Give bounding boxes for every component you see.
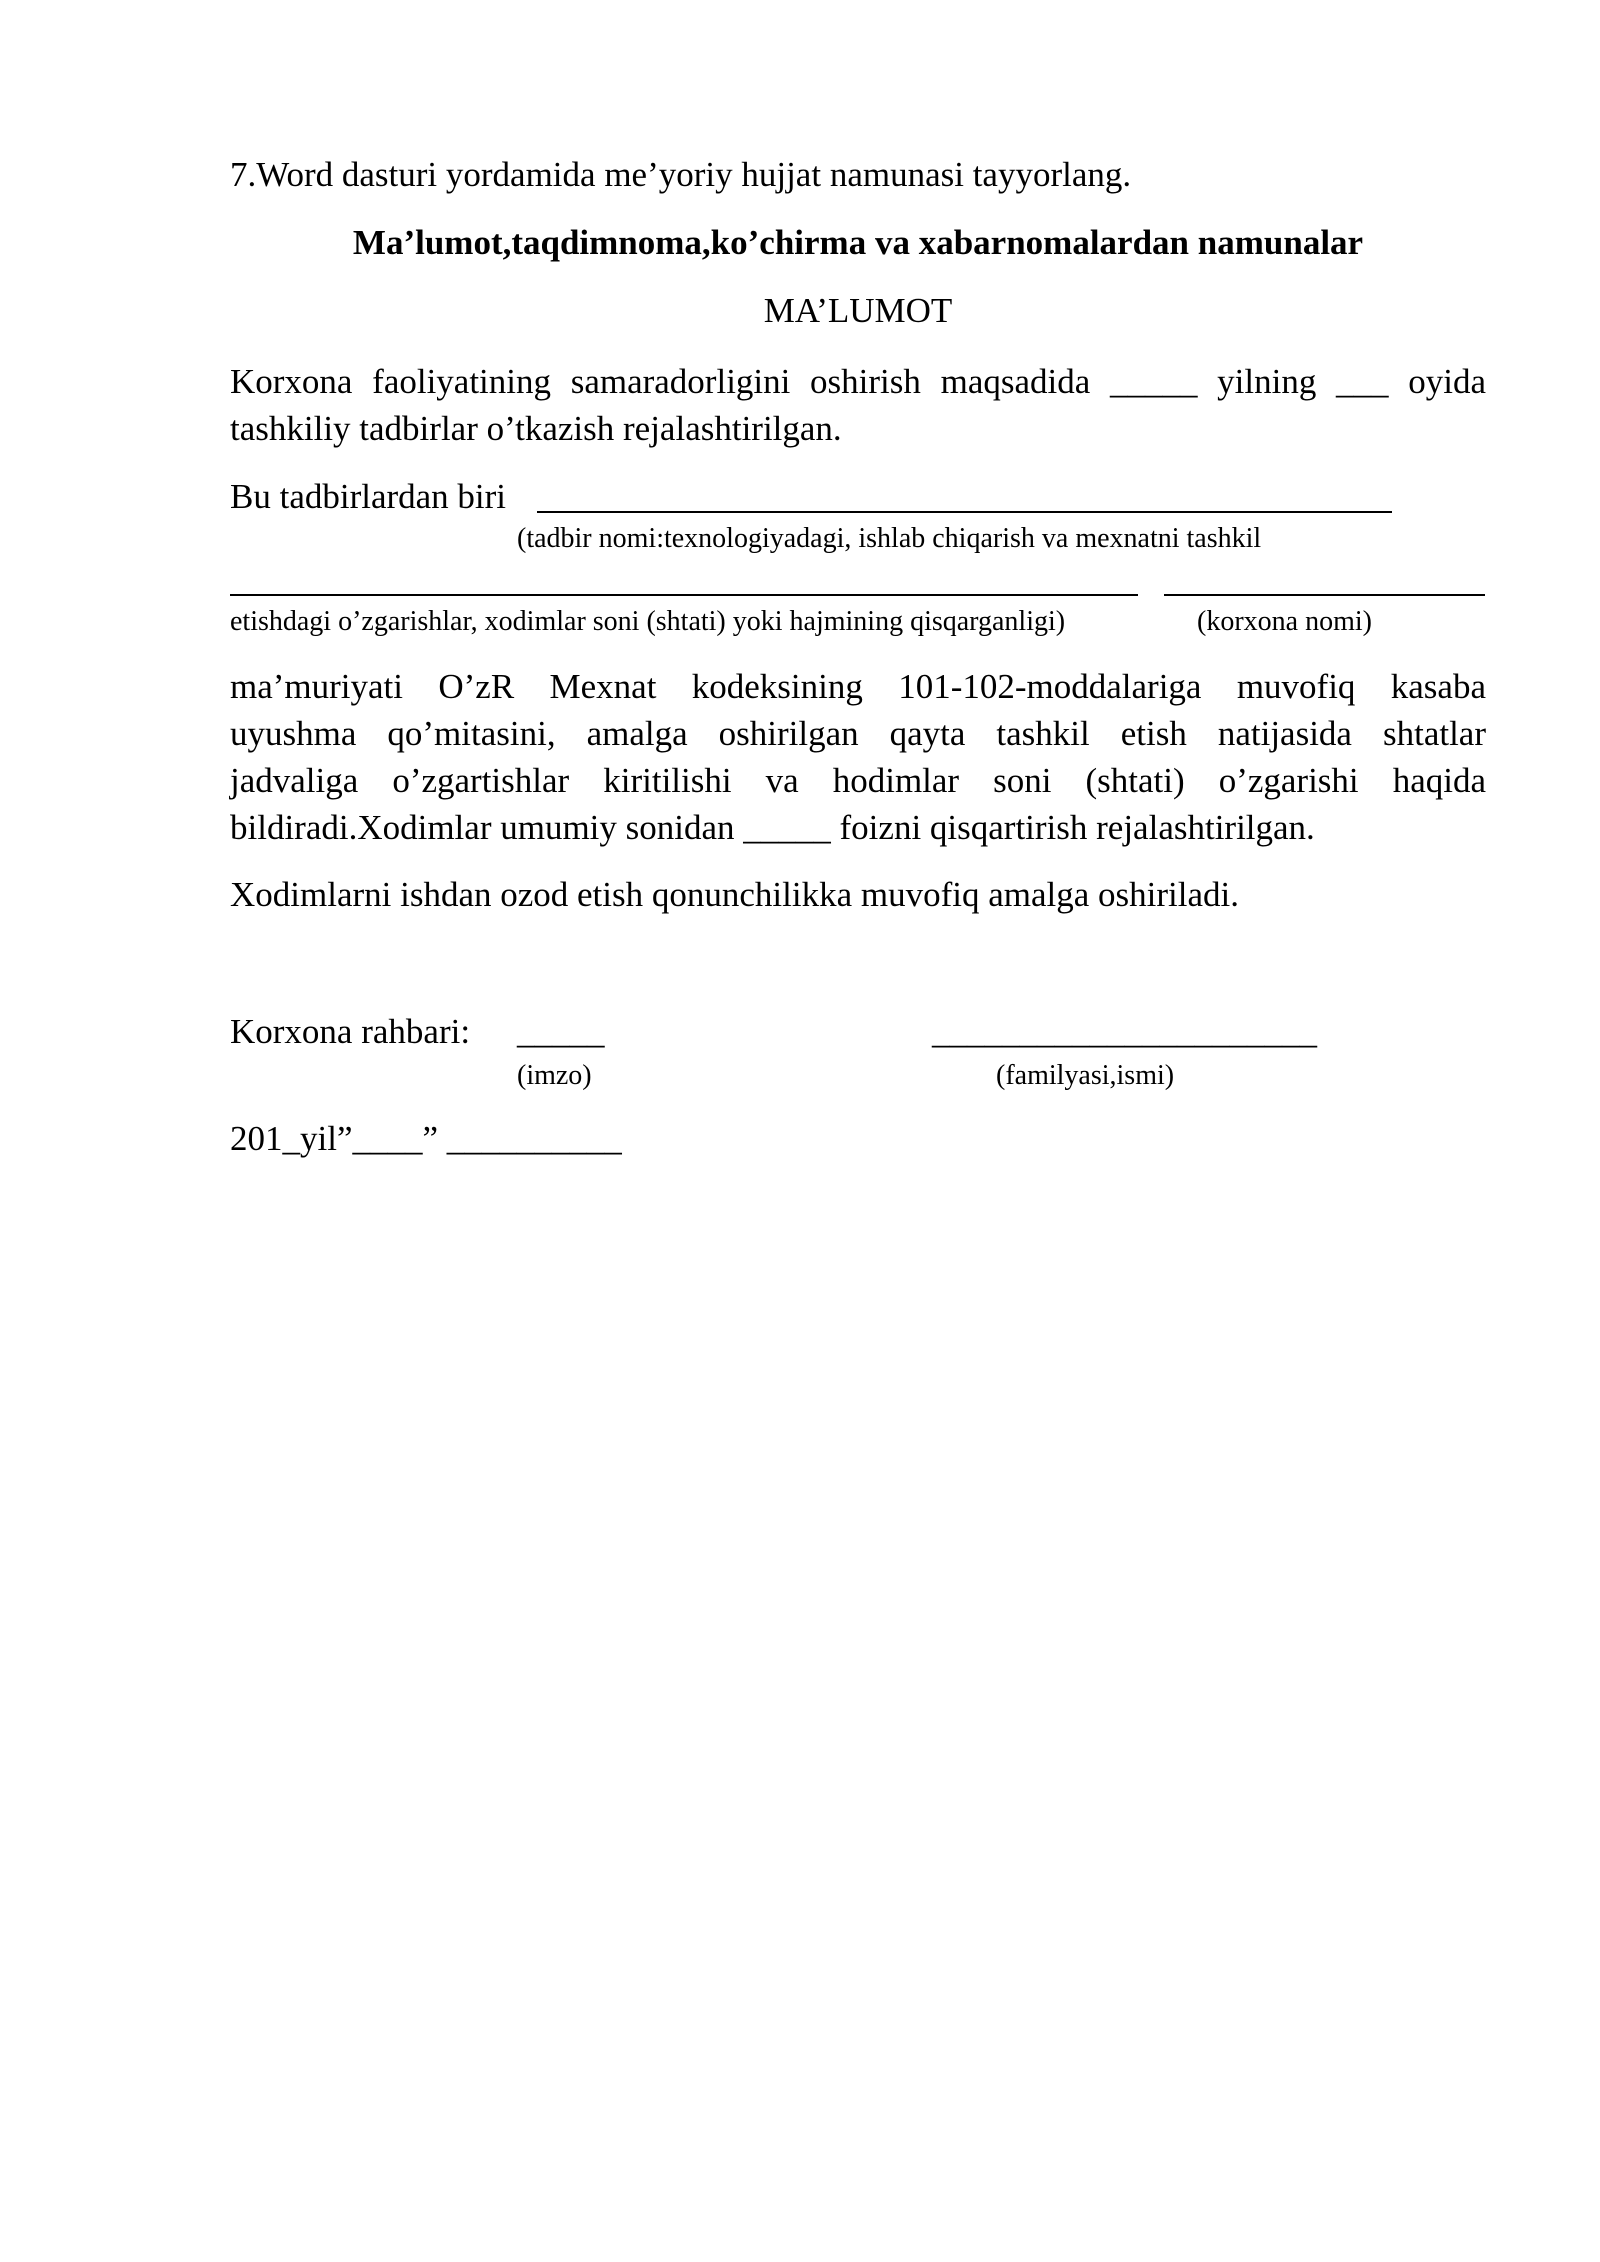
paragraph-main-line-1: ma’muriyati O’zR Mexnat kodeksining 101-102-moddalariga muvofiq kasaba [230, 667, 1486, 706]
company-hint: (korxona nomi) [1197, 606, 1372, 637]
event-name-blank [537, 511, 1392, 513]
event-prefix: Bu tadbirlardan biri [230, 477, 507, 516]
paragraph-main-line-4: bildiradi.Xodimlar umumiy sonidan _____ foizni qisqartirish rejalashtirilgan. [230, 808, 1315, 847]
heading: Ma’lumot,taqdimnoma,ko’chirma va xabarnomalardan namunalar [352, 223, 1364, 262]
event-hint-1: (tadbir nomi:texnologiyadagi, ishlab chiqarish va mexnatni tashkil [517, 523, 1262, 554]
signature-sign-hint: (imzo) [517, 1060, 592, 1091]
event-detail-blank [230, 594, 1138, 596]
signature-name-blank: ______________________ [932, 1012, 1317, 1051]
event-hint-2: etishdagi o’zgarishlar, xodimlar soni (shtati) yoki hajmining qisqarganligi) [230, 606, 1066, 637]
signature-name-hint: (familyasi,ismi) [996, 1060, 1175, 1091]
paragraph-intro [230, 358, 1486, 452]
signature-label: Korxona rahbari: [230, 1012, 471, 1051]
paragraph-intro-line-1: Korxona faoliyatining samaradorligini oshirish maqsadida _____ yilning ___ oyida [230, 362, 1486, 401]
paragraph-intro-line-2: tashkiliy tadbirlar o’tkazish rejalashtirilgan. [230, 409, 842, 448]
doc-title: MA’LUMOT [763, 291, 953, 330]
paragraph-main-line-2: uyushma qo’mitasini, amalga oshirilgan qayta tashkil etish natijasida shtatlar [230, 714, 1486, 753]
signature-sign-blank: _____ [517, 1012, 605, 1051]
task-line: 7.Word dasturi yordamida me’yoriy hujjat namunasi tayyorlang. [230, 155, 1132, 194]
date-line: 201_yil”____” __________ [230, 1119, 622, 1158]
paragraph-main-line-3: jadvaliga o’zgartishlar kiritilishi va hodimlar soni (shtati) o’zgarishi haqida [230, 761, 1486, 800]
company-name-blank [1164, 594, 1485, 596]
paragraph-dismissal: Xodimlarni ishdan ozod etish qonunchilikka muvofiq amalga oshiriladi. [230, 875, 1239, 914]
paragraph-main [230, 663, 1486, 851]
